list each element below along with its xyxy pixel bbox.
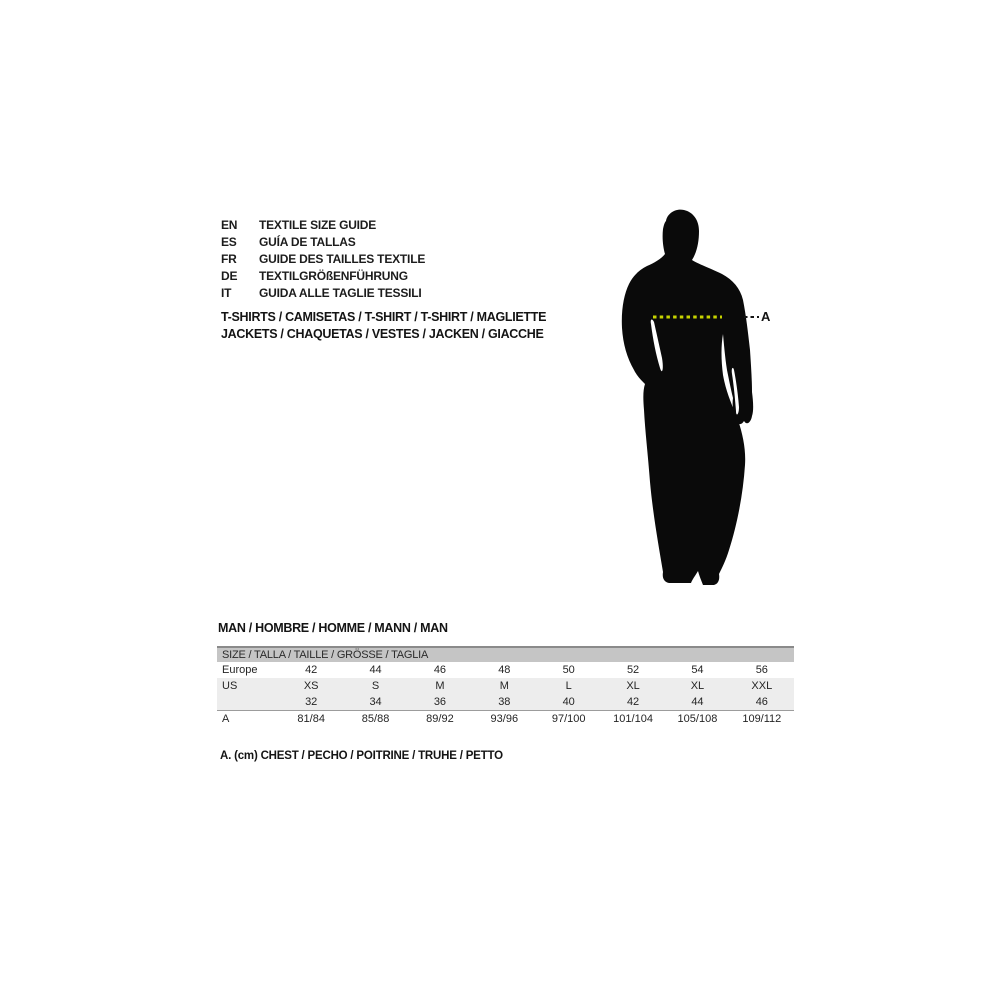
size-value: 44 [691, 696, 704, 708]
table-row-numeric [217, 694, 794, 710]
size-value: 101/104 [613, 713, 653, 725]
size-value: 38 [498, 696, 511, 708]
size-value: 36 [433, 696, 447, 708]
size-value: XL [626, 680, 640, 692]
language-code: IT [221, 285, 232, 300]
size-value: 93/96 [490, 713, 519, 725]
language-code: EN [221, 217, 238, 232]
size-value: XS [303, 680, 319, 692]
size-value: 50 [562, 664, 575, 676]
table-row-us [217, 678, 794, 694]
size-table-header: SIZE / TALLA / TAILLE / GRÖSSE / TAGLIA [217, 646, 794, 662]
category-line-jackets: JACKETS / CHAQUETAS / VESTES / JACKEN / GIACCHE [221, 327, 544, 341]
size-value: 56 [755, 664, 768, 676]
size-value: 109/112 [742, 713, 782, 725]
size-value: 34 [369, 696, 382, 708]
language-title: GUÍA DE TALLAS [259, 234, 356, 249]
size-value: 32 [305, 696, 318, 708]
size-value: M [435, 680, 445, 692]
language-title: GUIDE DES TAILLES TEXTILE [259, 251, 426, 266]
list-item [221, 284, 425, 301]
table-title: MAN / HOMBRE / HOMME / MANN / MAN [218, 621, 448, 635]
language-title-list [221, 216, 425, 301]
list-item [221, 267, 425, 284]
size-value: 52 [626, 664, 640, 676]
size-value: 40 [562, 696, 575, 708]
category-line-tshirts: T-SHIRTS / CAMISETAS / T-SHIRT / T-SHIRT / MAGLIETTE [221, 310, 547, 324]
size-value: XXL [751, 680, 773, 692]
size-table [217, 646, 794, 727]
man-silhouette [622, 210, 753, 585]
table-row-chest [217, 710, 794, 727]
size-value: 42 [305, 664, 318, 676]
list-item [221, 216, 425, 233]
language-code: DE [221, 268, 238, 283]
measure-label-a: A [761, 309, 771, 324]
size-value: 89/92 [426, 713, 454, 725]
table-row-europe [217, 662, 794, 678]
size-value: 54 [691, 664, 704, 676]
size-value: 42 [626, 696, 640, 708]
row-label: US [222, 680, 238, 692]
size-value: 97/100 [551, 713, 586, 725]
language-title: TEXTILE SIZE GUIDE [259, 217, 377, 232]
size-value: L [565, 680, 572, 692]
measurement-footnote: A. (cm) CHEST / PECHO / POITRINE / TRUHE / PETTO [220, 750, 503, 762]
size-value: 44 [369, 664, 382, 676]
language-code: ES [221, 234, 237, 249]
size-value: XL [690, 680, 705, 692]
size-value: 46 [433, 664, 447, 676]
language-code: FR [221, 251, 237, 266]
list-item [221, 250, 425, 267]
man-silhouette-figure [612, 200, 772, 600]
row-label: Europe [222, 664, 258, 676]
size-value: 48 [498, 664, 511, 676]
size-value: 105/108 [677, 713, 718, 725]
garment-categories [221, 309, 546, 343]
language-title: TEXTILGRÖßENFÜHRUNG [259, 268, 408, 283]
size-value: 81/84 [297, 713, 325, 725]
list-item [221, 233, 425, 250]
size-value: 85/88 [361, 713, 390, 725]
size-value: M [499, 680, 509, 692]
size-value: S [371, 680, 380, 692]
size-value: 46 [755, 696, 768, 708]
language-title: GUIDA ALLE TAGLIE TESSILI [259, 285, 422, 300]
row-label: A [222, 713, 230, 725]
